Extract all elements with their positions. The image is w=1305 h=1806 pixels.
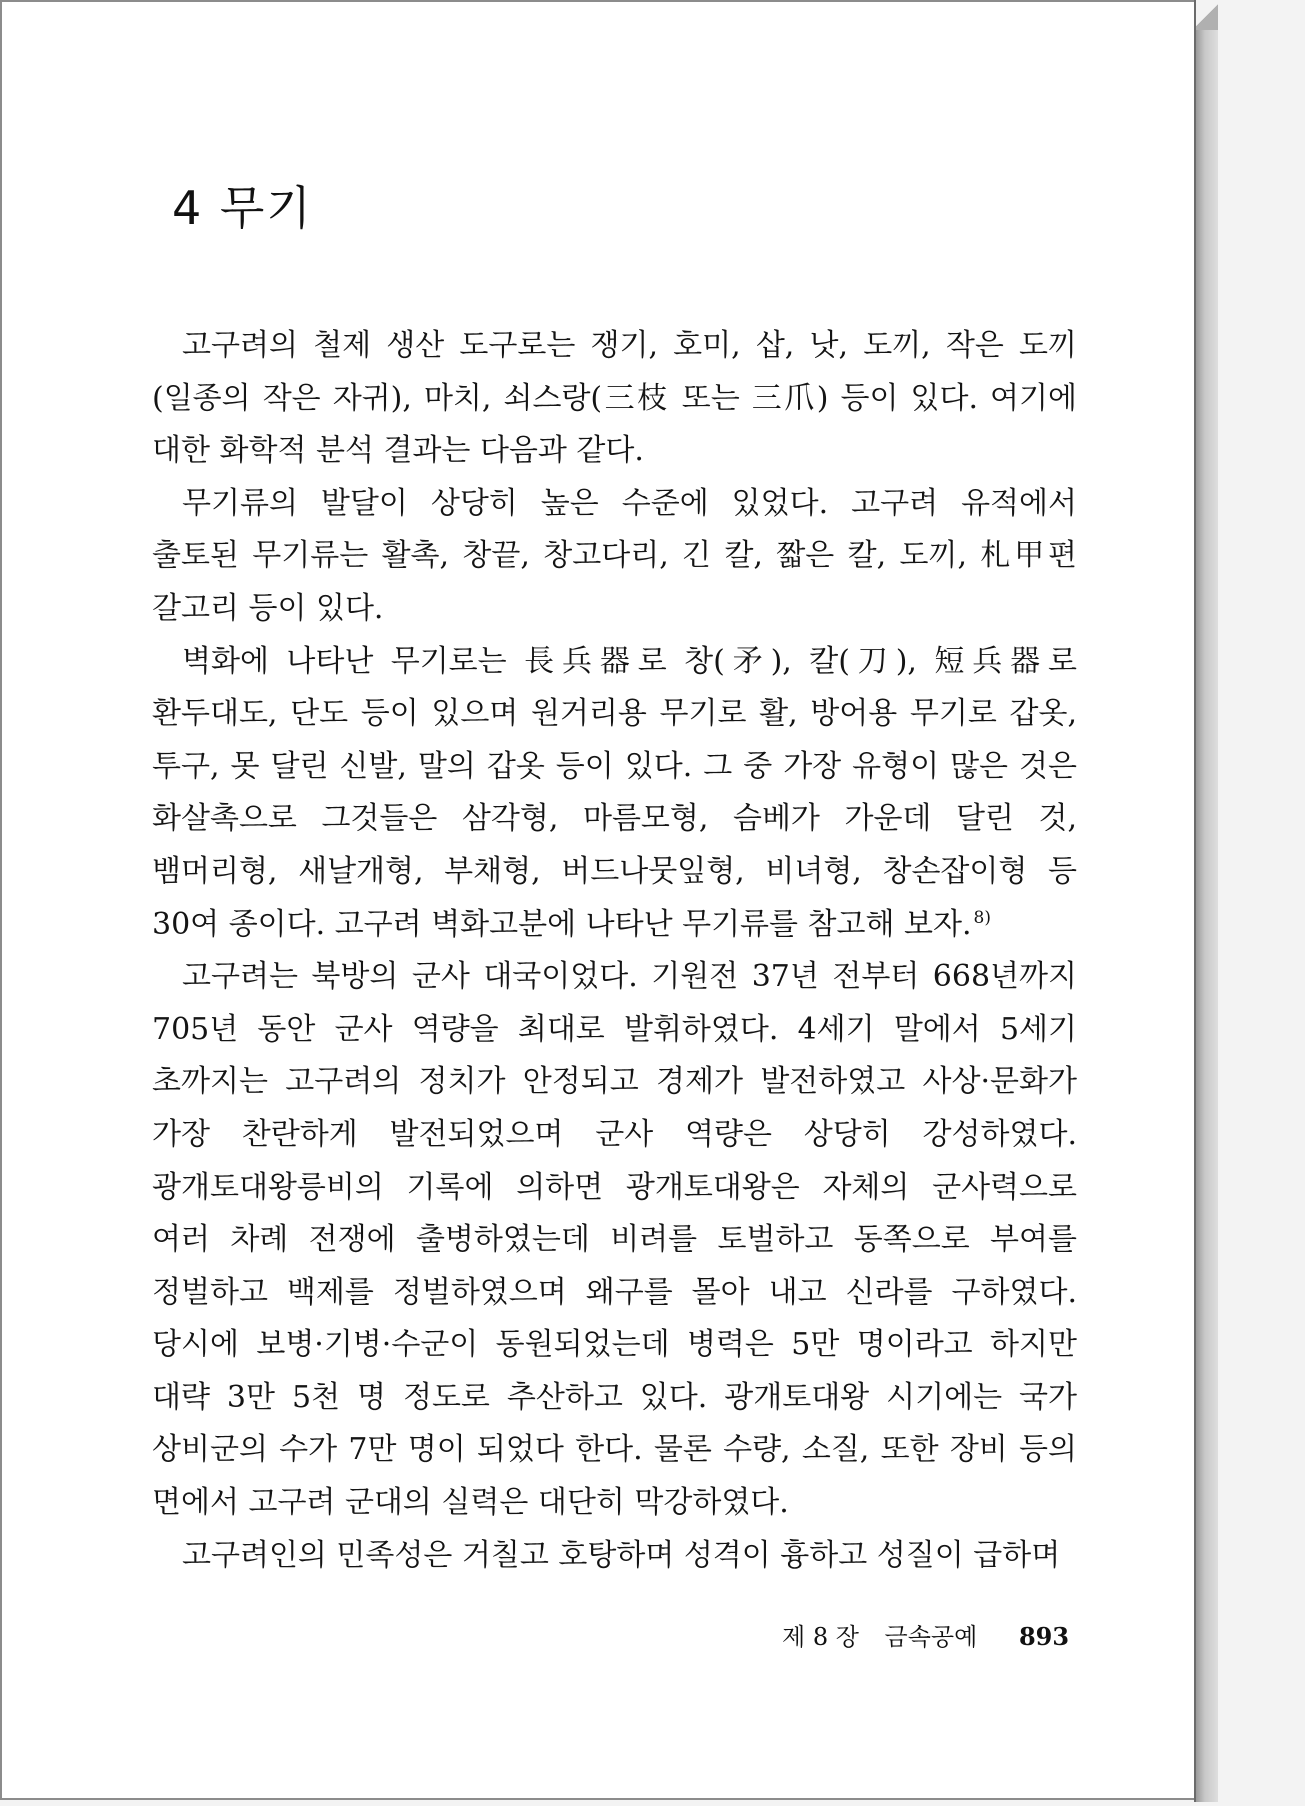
- body-text: [152, 320, 1077, 1582]
- paragraph-weapon-artifacts: [152, 478, 1077, 636]
- footer-chapter: 제 8 장: [782, 1623, 859, 1651]
- page-stack-edge: [1196, 6, 1218, 1802]
- paragraph-military-power: [152, 951, 1077, 1530]
- running-footer: [782, 1617, 1070, 1653]
- paragraph-tools: [152, 320, 1077, 478]
- paragraph-text: 고구려인의 민족성은 거칠고 호탕하며 성격이 흉하고 성질이 급하며: [182, 1537, 1061, 1573]
- paragraph-text: 무기류의 발달이 상당히 높은 수준에 있었다. 고구려 유적에서 출토된 무기류는 활촉, 창끝, 창고다리, 긴 칼, 짧은 칼, 도끼, 札甲편 갈고리 등이 있다.: [152, 485, 1077, 626]
- paragraph-national-character: [152, 1530, 1077, 1583]
- section-heading: 4 무기: [172, 181, 313, 235]
- paragraph-mural-weapons: [152, 636, 1077, 952]
- footnote-marker: 8): [973, 907, 991, 928]
- paragraph-text: 고구려의 철제 생산 도구로는 쟁기, 호미, 삽, 낫, 도끼, 작은 도끼(일종의 작은 자귀), 마치, 쇠스랑(三枝 또는 三爪) 등이 있다. 여기에 대한 화학적 분석 결과는 다음과 같다.: [152, 328, 1077, 469]
- page-corner-fold: [1196, 0, 1218, 30]
- footer-chapter-title: 금속공예: [884, 1623, 978, 1651]
- paragraph-text: 벽화에 나타난 무기로는 長兵器로 창(矛), 칼(刀), 短兵器로 환두대도, 단도 등이 있으며 원거리용 무기로 활, 방어용 무기로 갑옷, 투구, 못 달린 신발, 말의 갑옷 등이 있다. 그 중 가장 유형이 많은 것은 화살촉으로 그것들은 삼각형, 마름모형, 슴베가 가운데 달린 것, 뱀머리형, 새날개형, 부채형, 버드나뭇잎형, 비녀형, 창손잡이형 등 30여 종이다. 고구려 벽화고분에 나타난 무기류를 참고해 보자.: [152, 643, 1077, 942]
- paragraph-text: 고구려는 북방의 군사 대국이었다. 기원전 37년 전부터 668년까지 705년 동안 군사 역량을 최대로 발휘하였다. 4세기 말에서 5세기 초까지는 고구려의 정치가 안정되고 경제가 발전하였고 사상·문화가 가장 찬란하게 발전되었으며 군사 역량은 상당히 강성하였다. 광개토대왕릉비의 기록에 의하면 광개토대왕은 자체의 군사력으로 여러 차례 전쟁에 출병하였는데 비려를 토벌하고 동쪽으로 부여를 정벌하고 백제를 정벌하였으며 왜구를 몰아 내고 신라를 구하였다. 당시에 보병·기병·수군이 동원되었는데 병력은 5만 명이라고 하지만 대략 3만 5천 명 정도로 추산하고 있다. 광개토대왕 시기에는 국가 상비군의 수가 7만 명이 되었다 한다. 물론 수량, 소질, 또한 장비 등의 면에서 고구려 군대의 실력은 대단히 막강하였다.: [152, 959, 1077, 1521]
- page-number: 893: [1018, 1622, 1070, 1651]
